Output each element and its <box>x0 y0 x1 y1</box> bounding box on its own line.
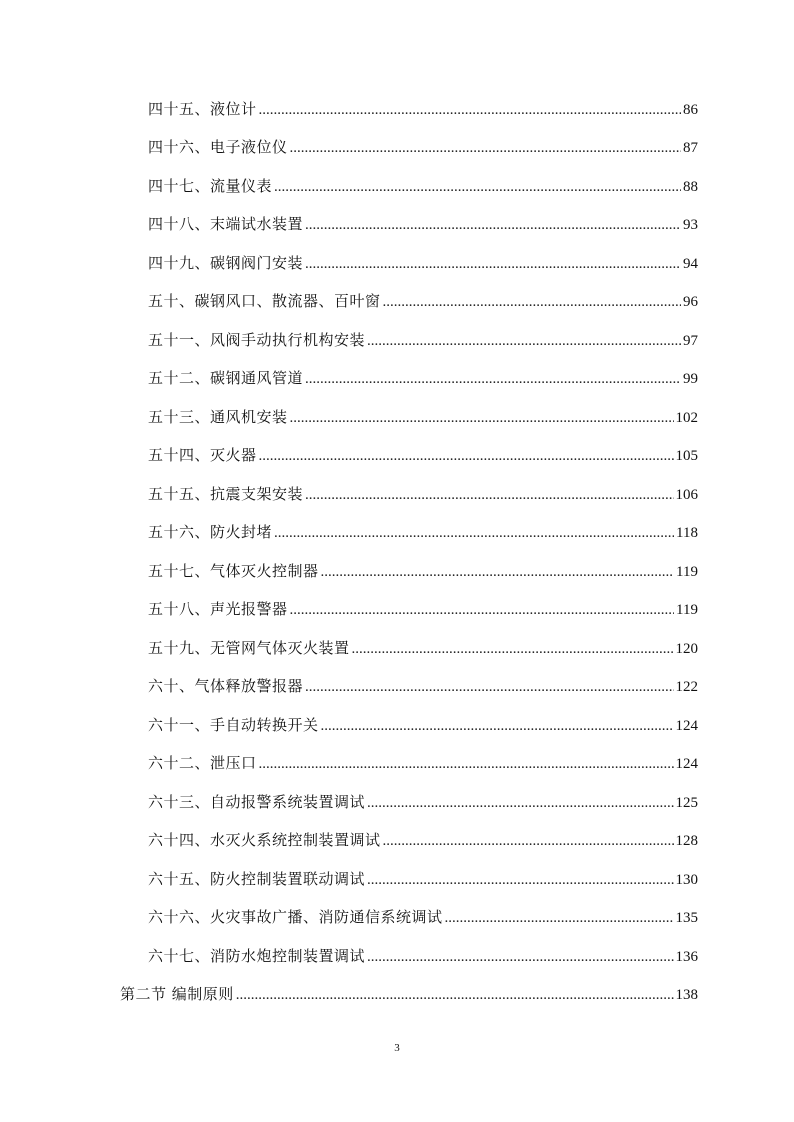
toc-entry-title: 四十六、电子液位仪 <box>148 138 288 156</box>
toc-entry[interactable] <box>148 829 698 855</box>
toc-leader-dots <box>367 872 673 889</box>
toc-leader-dots <box>352 641 674 658</box>
toc-entry-title: 六十一、手自动转换开关 <box>148 716 319 734</box>
toc-entry[interactable] <box>148 521 698 547</box>
toc-entry-page: 94 <box>683 256 698 272</box>
toc-entry-page: 97 <box>683 333 698 349</box>
toc-leader-dots <box>259 756 674 773</box>
toc-entry-page: 120 <box>675 641 698 657</box>
toc-entry-title: 六十七、消防水炮控制装置调试 <box>148 947 366 965</box>
toc-entry[interactable] <box>148 714 698 740</box>
toc-entry-page: 128 <box>675 833 698 849</box>
toc-entry[interactable] <box>148 136 698 162</box>
toc-leader-dots <box>274 179 681 196</box>
toc-entry-page: 87 <box>683 140 698 156</box>
toc-leader-dots <box>274 525 674 542</box>
toc-entry[interactable] <box>148 598 698 624</box>
toc-entry-page: 130 <box>675 872 698 888</box>
toc-entry-page: 93 <box>683 217 698 233</box>
toc-entry[interactable] <box>148 252 698 278</box>
toc-entry-page: 135 <box>675 910 698 926</box>
toc-entry-page: 105 <box>675 448 698 464</box>
toc-leader-dots <box>367 795 673 812</box>
toc-leader-dots <box>321 564 675 581</box>
toc-entry-title: 六十五、防火控制装置联动调试 <box>148 870 366 888</box>
toc-entry-page: 118 <box>676 525 698 541</box>
toc-entry-title: 四十七、流量仪表 <box>148 177 273 195</box>
toc-entry[interactable] <box>148 752 698 778</box>
toc-entry-page: 96 <box>683 294 698 310</box>
toc-section-page: 138 <box>675 987 698 1003</box>
toc-entry-title: 五十三、通风机安装 <box>148 408 288 426</box>
toc-entry[interactable] <box>148 791 698 817</box>
toc-leader-dots <box>305 217 681 234</box>
toc-leader-dots <box>290 602 675 619</box>
toc-entry-page: 119 <box>676 564 698 580</box>
toc-leader-dots <box>305 487 673 504</box>
toc-entry-page: 102 <box>675 410 698 426</box>
toc-entry-page: 125 <box>675 795 698 811</box>
toc-entry[interactable] <box>148 675 698 701</box>
toc-leader-dots <box>445 910 674 927</box>
toc-entry-title: 六十三、自动报警系统装置调试 <box>148 793 366 811</box>
toc-entry-title: 四十九、碳钢阀门安装 <box>148 254 304 272</box>
toc-leader-dots <box>290 410 674 427</box>
toc-section-title: 第二节 编制原则 <box>120 985 234 1003</box>
toc-entry-title: 五十六、防火封堵 <box>148 523 273 541</box>
toc-entry-title: 五十二、碳钢通风管道 <box>148 369 304 387</box>
footer-page-number: 3 <box>394 1042 400 1054</box>
toc-entry[interactable] <box>148 213 698 239</box>
toc-entry-page: 122 <box>675 679 698 695</box>
toc-entry-page: 136 <box>675 949 698 965</box>
toc-leader-dots <box>367 333 681 350</box>
toc-leader-dots <box>305 371 681 388</box>
toc-entry-title: 五十、碳钢风口、散流器、百叶窗 <box>148 292 381 310</box>
toc-entry-title: 五十八、声光报警器 <box>148 600 288 618</box>
toc-entry-title: 四十五、液位计 <box>148 100 257 118</box>
toc-leader-dots <box>259 102 681 119</box>
toc-entry-page: 119 <box>676 602 698 618</box>
toc-entry[interactable] <box>148 290 698 316</box>
toc-entry-title: 六十二、泄压口 <box>148 754 257 772</box>
toc-entry[interactable] <box>148 444 698 470</box>
toc-entry-title: 五十五、抗震支架安装 <box>148 485 304 503</box>
toc-entry[interactable] <box>148 98 698 124</box>
toc-leader-dots <box>367 949 673 966</box>
toc-entry-page: 86 <box>683 102 698 118</box>
toc-entry[interactable] <box>148 868 698 894</box>
toc-entry-title: 五十四、灭火器 <box>148 446 257 464</box>
toc-entry[interactable] <box>148 406 698 432</box>
toc-entry[interactable] <box>148 945 698 971</box>
toc-entry-title: 五十七、气体灭火控制器 <box>148 562 319 580</box>
toc-entry-page: 124 <box>675 718 698 734</box>
toc-entry[interactable] <box>148 637 698 663</box>
toc-entry-page: 124 <box>675 756 698 772</box>
toc-entry-title: 五十九、无管网气体灭火装置 <box>148 639 350 657</box>
toc-entry[interactable] <box>148 367 698 393</box>
toc-entry[interactable] <box>148 329 698 355</box>
toc-entry-title: 六十、气体释放警报器 <box>148 677 304 695</box>
toc-leader-dots <box>321 718 674 735</box>
toc-leader-dots <box>259 448 674 465</box>
toc-entry[interactable] <box>148 483 698 509</box>
toc-entry-page: 99 <box>683 371 698 387</box>
toc-leader-dots <box>383 294 681 311</box>
toc-entry-title: 六十六、火灾事故广播、消防通信系统调试 <box>148 908 443 926</box>
toc-leader-dots <box>290 140 681 157</box>
toc-entry[interactable] <box>148 906 698 932</box>
toc-leader-dots <box>305 679 673 696</box>
toc-entry-title: 六十四、水灭火系统控制装置调试 <box>148 831 381 849</box>
toc-section-entry[interactable] <box>120 983 698 1009</box>
toc-entry-title: 五十一、风阀手动执行机构安装 <box>148 331 366 349</box>
toc-leader-dots <box>236 987 674 1004</box>
toc-entry[interactable] <box>148 175 698 201</box>
toc-entry-page: 88 <box>683 179 698 195</box>
toc-entry-title: 四十八、末端试水装置 <box>148 215 304 233</box>
toc-leader-dots <box>383 833 674 850</box>
toc-entry-page: 106 <box>675 487 698 503</box>
toc-entry[interactable] <box>148 560 698 586</box>
toc-leader-dots <box>305 256 681 273</box>
